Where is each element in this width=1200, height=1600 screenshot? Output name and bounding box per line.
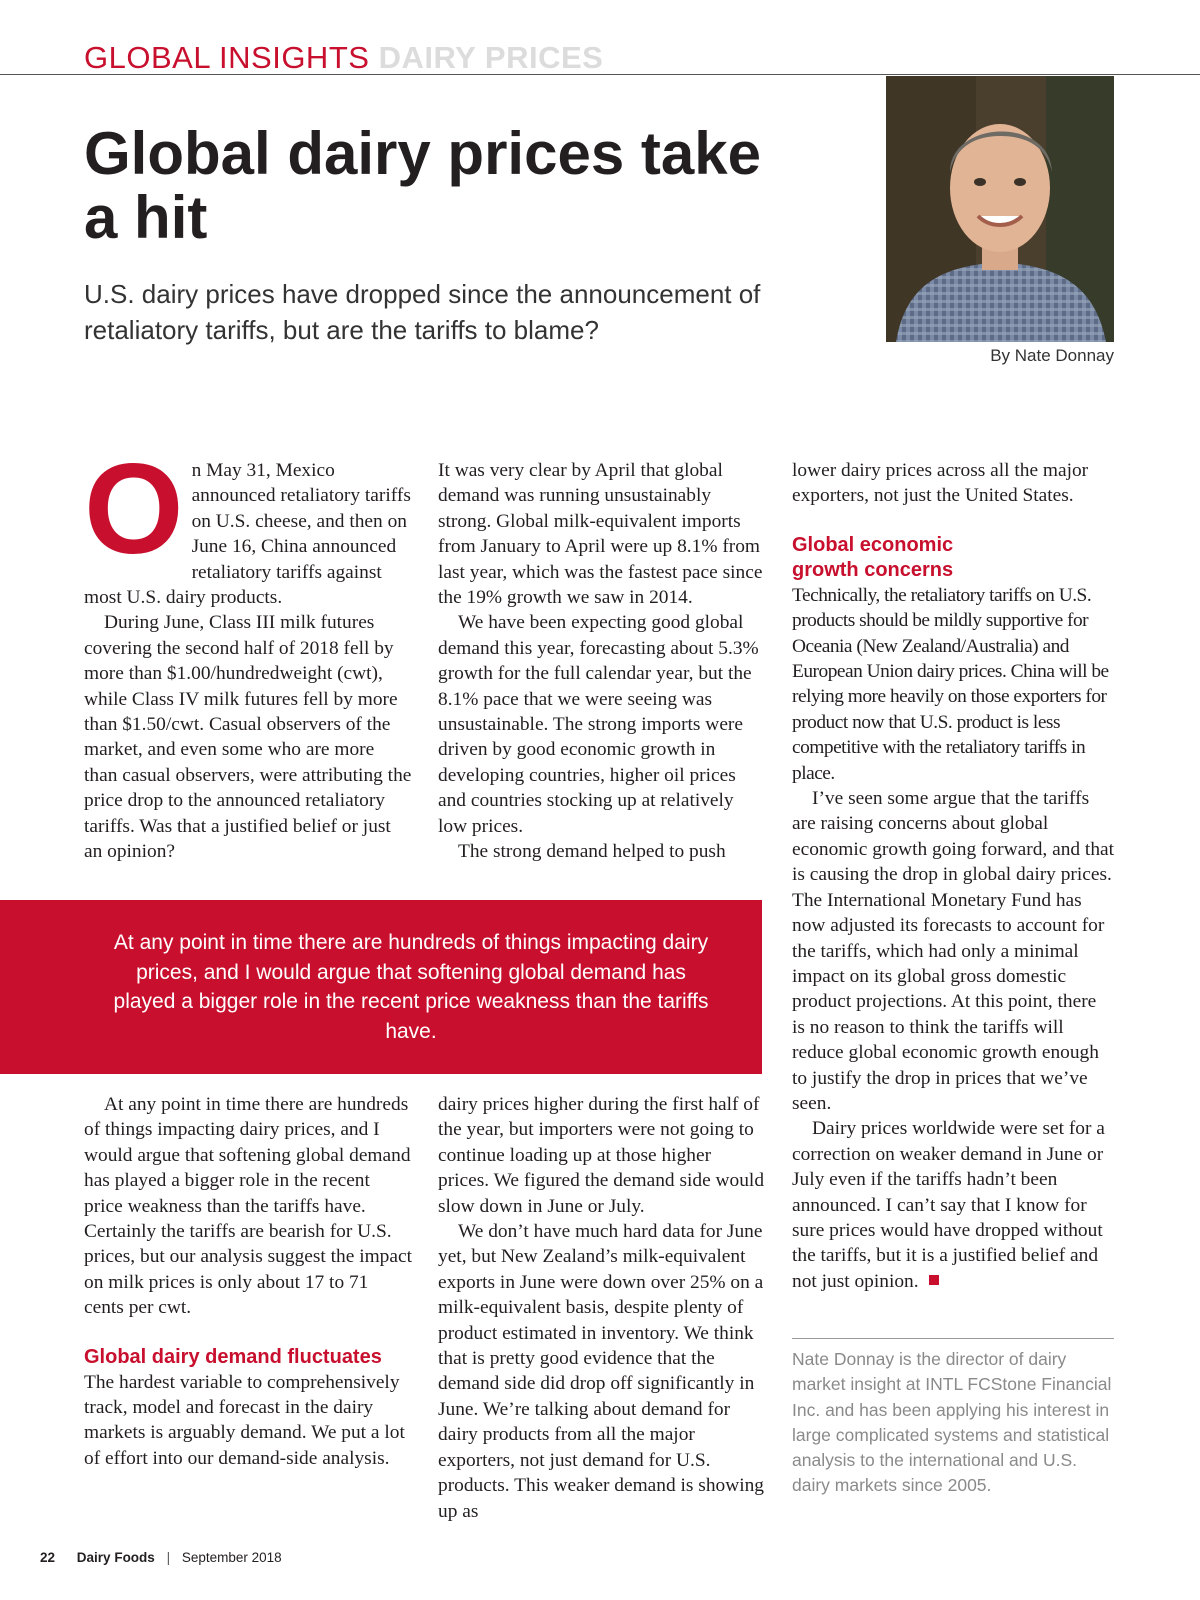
page-number: 22 [40,1550,56,1565]
body-paragraph: It was very clear by April that global demand was running unsustainably strong. Global milk-equivalent imports from January to April were up 8.1% from last year, which was the fastest pace since the 19% growth we saw in 2014. [438,460,763,609]
body-paragraph: Technically, the retaliatory tariffs on U.S. products should be mildly supportive for Oceania (New Zealand/Australia) and European Union dairy prices. China will be relying more heavily on those exporters for product now that U.S. product is less competitive with the retaliatory tariffs in place. [792,584,1109,784]
author-byline: By Nate Donnay [990,346,1114,365]
column-3 [792,458,1114,1294]
article-headline: Global dairy prices take a hit [84,120,761,251]
body-paragraph: During June, Class III milk futures covering the second half of 2018 fell by more than $1.00/hundredweight (cwt), while Class IV milk futures fell by more than $1.50/cwt. Casual observers of the market, and even some who are more than casual observers, were attributing the price drop to the announced retaliatory tariffs. Was that a justified belief or just an opinion? [84,612,412,863]
column-1-top [84,438,412,865]
author-bio: Nate Donnay is the director of dairy market insight at INTL FCStone Financial Inc. and has been applying his interest in large complicated systems and statistical analysis to the international and U.S. dairy markets since 2005. [792,1349,1112,1496]
body-paragraph: We have been expecting good global demand this year, forecasting about 5.3% growth for the full calendar year, but the 8.1% pace that we were seeing was unsustainable. The strong imports were driven by good economic growth in developing countries, higher oil prices and countries stocking up at relatively low prices. [438,612,759,837]
bio-divider [792,1338,1114,1339]
body-paragraph: At any point in time there are hundreds of things impacting dairy prices, and I would argue that softening global demand has played a bigger role in the recent price weakness than the tariffs have. Certainly the tariffs are bearish for U.S. prices, but our analysis suggest the impact on milk prices is only about 17 to 71 cents per cwt. [84,1094,412,1319]
topic-label: DAIRY PRICES [378,40,604,75]
column-2-top [438,458,766,865]
intro-text: n May 31, Mexico announced retaliatory tariffs on U.S. cheese, and then on June 16, China announced retaliatory tariffs against most U.S. dairy products. [84,460,411,609]
body-paragraph: The strong demand helped to push [458,841,726,863]
magazine-name: Dairy Foods [76,1550,155,1565]
subhead-demand: Global dairy demand fluctuates [84,1345,382,1368]
closing-paragraph [792,1116,1114,1294]
pull-quote-text: At any point in time there are hundreds of things impacting dairy prices, and I would argue that softening global demand has played a bigger role in the recent price weakness than the tariffs have. [113,931,709,1043]
end-mark-icon [929,1275,939,1285]
body-paragraph: The hardest variable to comprehensively track, model and forecast in the dairy markets is arguably demand. We put a lot of effort into our demand-side analysis. [84,1371,405,1469]
column-2-bottom [438,1092,766,1524]
footer-separator: | [166,1550,171,1565]
drop-cap: O [84,438,184,581]
column-1-bottom [84,1092,412,1471]
author-photo [886,76,1114,342]
author-portrait-image [886,76,1114,342]
header-rule [0,74,1200,75]
subhead-growth: Global economic growth concerns [792,533,954,581]
body-paragraph: We don’t have much hard data for June yet, but New Zealand’s milk-equivalent exports in June were down over 25% on a milk-equivalent basis, despite plenty of product estimated in inventory. We think that is pretty good evidence that the demand side did drop off significantly in June. We’re talking about demand for dairy products from all the major exporters, not just demand for U.S. products. This weaker demand is showing up as [438,1221,764,1522]
issue-date: September 2018 [181,1550,282,1565]
intro-paragraph [84,438,412,610]
body-paragraph: dairy prices higher during the first half of the year, but importers were not going to continue loading up at those higher prices. We figured the demand side would slow down in June or July. [438,1094,765,1217]
page-footer [40,1550,282,1565]
section-label: GLOBAL INSIGHTS [84,40,370,75]
section-tag [84,42,603,73]
closing-text: Dairy prices worldwide were set for a correction on weaker demand in June or July even if the tariffs hadn’t been announced. I can’t say that I know for sure prices would have dropped without the tariffs, but it is a justified belief and not just opinion. [792,1118,1105,1292]
body-paragraph: lower dairy prices across all the major exporters, not just the United States. [792,460,1089,507]
body-paragraph: I’ve seen some argue that the tariffs are raising concerns about global economic growth going forward, and that is causing the drop in global dairy prices. The International Monetary Fund has now adjusted its forecasts to account for the tariffs, which had only a minimal impact on its global gross domestic product projections. At this point, there is no reason to think the tariffs will reduce global economic growth enough to justify the drop in prices that we’ve seen. [792,788,1115,1114]
article-dek: U.S. dairy prices have dropped since the announcement of retaliatory tariffs, but are the tariffs to blame? [84,279,761,345]
pull-quote-box [0,900,762,1074]
